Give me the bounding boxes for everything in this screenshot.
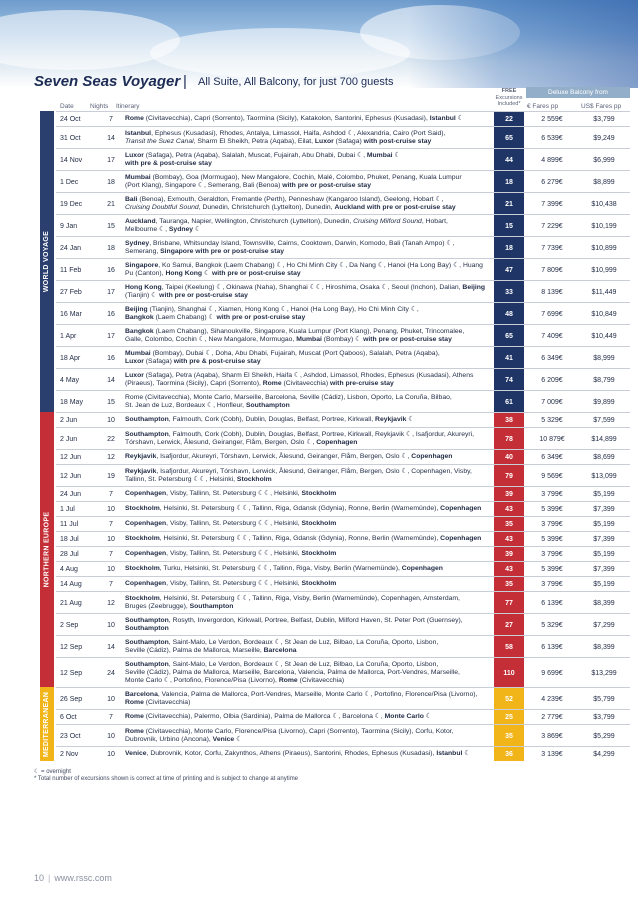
excursions-count: 22 (505, 116, 513, 123)
itinerary-cell (125, 747, 538, 762)
usd-fare: $7,399 (593, 536, 615, 543)
table-row (56, 192, 630, 214)
table-row (56, 302, 630, 324)
table-row (56, 501, 630, 516)
table-row (56, 687, 630, 709)
eur-fare: 6 209€ (541, 376, 563, 384)
itinerary-text: Beijing (Tianjin), Shanghai ☾, Xiamen, Hong Kong ☾, Hanoi (Ha Long Bay), Ho Chi Minh City ☾, Bangkok (Laem Chabang) ☾ with pre or post-cruise stay (125, 305, 419, 321)
itinerary-text: Bangkok (Laem Chabang), Sihanoukville, Singapore, Kuala Lumpur (Port Klang), Penang, Phuket, Trincomalee, Galle, Colombo, Cochin ☾, New Mangalore, Mormugao, Mumbai (Bombay) ☾ with pre or post-cruise stay (125, 327, 465, 343)
table-row (56, 258, 630, 280)
eur-fare: 6 139€ (541, 643, 563, 651)
date-cell: 19 Dec (60, 200, 83, 208)
excursions-count: 40 (505, 454, 513, 461)
excursions-count: 65 (505, 134, 513, 142)
excursions-footnote: * Total number of excursions shown is correct at time of printing and is subject to change at anytime (34, 776, 299, 782)
nights-cell: 7 (109, 491, 113, 498)
usd-fare: $13,099 (591, 472, 617, 480)
usd-fare: $10,849 (591, 310, 617, 318)
usd-fare: $5,299 (593, 732, 615, 740)
nights-cell: 14 (107, 643, 115, 651)
itinerary-text: Southampton, Saint-Malo, Le Verdon, Bordeaux ☾, St Jean de Luz, Bilbao, La Coruña, Oporto, Lisbon, Seville (Cádiz), Palma de Mallorca, Marseille, Barcelona, Valencia, Palma de Mallorca, Port-Vendres, Marseille, Monte Carlo ☾, Portofino, Florence/Pisa (Livorno), Rome (Civitavecchia) (125, 660, 460, 685)
itinerary-cell (125, 237, 538, 259)
table-row (56, 486, 630, 501)
date-cell: 1 Apr (60, 332, 77, 340)
date-cell: 12 Jun (60, 472, 82, 480)
nights-cell: 16 (107, 310, 115, 318)
nights-cell: 10 (107, 566, 115, 573)
voyage-table (56, 111, 630, 761)
eur-fare: 10 879€ (539, 435, 565, 443)
nights-cell: 7 (109, 116, 113, 123)
itinerary-cell (125, 465, 538, 487)
itinerary-text: Luxor (Safaga), Petra (Aqaba), Sharm El Sheikh, Haifa ☾, Ashdod, Limassol, Rhodes, Ephesus (Kusadasi), Athens (Piraeus), Taormina (Sicily), Capri (Sorrento), Rome (Civitavecchia) with pre-cruise stay (125, 371, 474, 387)
nights-cell: 7 (109, 714, 113, 721)
excursions-label: Excursions (495, 94, 523, 101)
date-cell: 18 Apr (60, 354, 81, 362)
eur-fare: 6 349€ (541, 454, 563, 461)
itinerary-text: Rome (Civitavecchia), Monte Carlo, Marseille, Barcelona, Seville (Cádiz), Lisbon, Oporto, La Coruña, Bilbao, St. Jean de Luz, Bordeaux ☾, Honfleur, Southampton (125, 393, 452, 409)
eur-fare: 5 399€ (541, 566, 563, 573)
page-number: 10 (34, 873, 45, 883)
usd-fare: $10,449 (591, 332, 617, 340)
excursions-count: 74 (505, 376, 513, 384)
excursions-count: 35 (505, 581, 513, 588)
free-label: FREE (501, 88, 517, 94)
itinerary-text: Rome (Civitavecchia), Monte Carlo, Florence/Pisa (Livorno), Capri (Sorrento), Taormina (Sicily), Corfu, Kotor, Dubrovnik, Urbino (Ancona), Venice ☾ (125, 727, 454, 743)
itinerary-cell (125, 658, 538, 688)
nights-cell: 14 (107, 376, 115, 384)
excursions-count: 38 (505, 417, 513, 424)
date-cell: 24 Jun (60, 491, 82, 498)
date-cell: 2 Nov (60, 751, 79, 758)
table-row (56, 746, 630, 761)
nights-cell: 17 (107, 156, 115, 164)
eur-fare: 5 329€ (541, 417, 563, 424)
usd-fare: $9,249 (593, 134, 615, 142)
date-cell: 28 Jul (60, 551, 79, 558)
date-cell: 9 Jan (60, 222, 78, 230)
usd-fare: $14,899 (591, 435, 617, 443)
excursions-count: 33 (505, 288, 513, 296)
itinerary-text: Southampton, Saint-Malo, Le Verdon, Bordeaux ☾, St Jean de Luz, Bilbao, La Coruña, Oporto, Lisbon, Seville (Cádiz), Palma de Mallorca, Marseille, Barcelona (125, 638, 439, 654)
itinerary-text: Singapore, Ko Samui, Bangkok (Laem Chabang) ☾, Ho Chi Minh City ☾, Da Nang ☾, Hanoi (Ha Long Bay) ☾, Huang Pu (Canton), Hong Kong ☾ with pre or post-cruise stay (125, 261, 483, 277)
itinerary-text: Copenhagen, Visby, Tallinn, St. Petersburg ☾☾, Helsinki, Stockholm (125, 490, 337, 498)
table-row (56, 111, 630, 126)
nights-cell: 15 (107, 398, 115, 406)
usd-fare: $3,799 (593, 714, 615, 721)
ship-subtitle: All Suite, All Balcony, for just 700 guests (198, 76, 394, 88)
table-row (56, 214, 630, 236)
eur-fare: 2 779€ (541, 714, 563, 721)
eur-fare: 3 799€ (541, 551, 563, 558)
itinerary-cell (125, 614, 538, 636)
usd-fare: $7,399 (593, 566, 615, 573)
itinerary-text: Stockholm, Turku, Helsinki, St. Petersburg ☾☾, Tallinn, Riga, Visby, Berlin (Warnemünde), Copenhagen (125, 565, 443, 573)
excursions-count: 27 (505, 621, 513, 629)
date-cell: 24 Jan (60, 244, 82, 252)
eur-fare: 5 399€ (541, 536, 563, 543)
itinerary-column-header: Itinerary (116, 103, 140, 110)
excursions-count: 25 (505, 714, 513, 721)
itinerary-text: Stockholm, Helsinki, St. Petersburg ☾☾, Tallinn, Riga, Gdansk (Gdynia), Ronne, Berlin (Warnemünde), Copenhagen (125, 505, 482, 513)
itinerary-text: Stockholm, Helsinki, St. Petersburg ☾☾, Tallinn, Riga, Visby, Berlin (Warnemünde), Copenhagen, Amsterdam, Bruges (Zeebrugge), Southampton (125, 594, 460, 610)
itinerary-cell (125, 725, 538, 747)
itinerary-text: Istanbul, Ephesus (Kusadasi), Rhodes, Antalya, Limassol, Haifa, Ashdod ☾, Alexandria, Cairo (Port Said), Transit the Suez Canal, Sharm El Sheikh, Petra (Aqaba), Eilat, Luxor (Safaga) with post-cruise stay (125, 129, 446, 145)
date-cell: 12 Sep (60, 643, 83, 651)
nights-cell: 10 (107, 621, 115, 629)
excursions-count: 35 (505, 521, 513, 528)
itinerary-text: Sydney, Brisbane, Whitsunday Island, Townsville, Cairns, Cooktown, Darwin, Komodo, Bali (Tanah Ampo) ☾, Semerang, Singapore with pre or post-cruise stay (125, 239, 455, 255)
date-cell: 2 Sep (60, 621, 79, 629)
usd-fare: $8,999 (593, 354, 615, 362)
nights-cell: 10 (107, 732, 115, 740)
table-row (56, 427, 630, 449)
eur-fare: 4 239€ (541, 695, 563, 703)
usd-fare: $7,599 (593, 417, 615, 424)
excursions-count: 61 (505, 398, 513, 406)
nights-cell: 16 (107, 354, 115, 362)
date-cell: 14 Nov (60, 156, 83, 164)
excursions-count: 43 (505, 536, 513, 543)
itinerary-cell (125, 347, 538, 369)
itinerary-cell (125, 325, 538, 347)
itinerary-text: Copenhagen, Visby, Tallinn, St. Petersburg ☾☾, Helsinki, Stockholm (125, 550, 337, 558)
nights-cell: 18 (107, 178, 115, 186)
table-row (56, 236, 630, 258)
date-cell: 1 Jul (60, 506, 75, 513)
eur-fare: 3 799€ (541, 491, 563, 498)
usd-fare: $11,449 (591, 288, 617, 296)
date-cell: 16 Mar (60, 310, 82, 318)
table-row (56, 516, 630, 531)
table-row (56, 709, 630, 724)
itinerary-cell (125, 502, 538, 517)
usd-fare: $7,399 (593, 506, 615, 513)
excursions-count: 36 (505, 751, 513, 758)
itinerary-cell (125, 215, 538, 237)
eur-fares-header: € Fares pp (527, 103, 559, 110)
date-cell: 2 Jun (60, 435, 78, 443)
table-row (56, 449, 630, 464)
region-northern-europe (40, 412, 54, 687)
excursions-count: 41 (505, 354, 513, 362)
date-cell: 4 May (60, 376, 80, 384)
itinerary-text: Luxor (Safaga), Petra (Aqaba), Salalah, Muscat, Fujairah, Abu Dhabi, Dubai ☾, Mumbai ☾ with pre & post-cruise stay (125, 151, 401, 167)
usd-fare: $10,438 (591, 200, 617, 208)
region-northern-europe-label: NORTHERN EUROPE (43, 511, 51, 588)
itinerary-text: Rome (Civitavecchia), Capri (Sorrento), Taormina (Sicily), Katakolon, Santorini, Ephesus (Kusadasi), Istanbul ☾ (125, 115, 464, 123)
date-cell: 23 Oct (60, 732, 81, 740)
itinerary-text: Hong Kong, Taipei (Keelung) ☾, Okinawa (Naha), Shanghai ☾☾, Hiroshima, Osaka ☾, Seoul (Inchon), Dalian, Beijing (Tianjin) ☾ with pre or post-cruise stay (125, 283, 486, 299)
date-cell: 27 Feb (60, 288, 82, 296)
nights-cell: 10 (107, 751, 115, 758)
table-row (56, 561, 630, 576)
itinerary-cell (125, 413, 538, 428)
table-row (56, 390, 630, 412)
itinerary-cell (125, 562, 538, 577)
itinerary-cell (125, 710, 538, 725)
excursions-count: 39 (505, 491, 513, 498)
title-separator: | (183, 73, 187, 90)
eur-fare: 6 139€ (541, 599, 563, 607)
deluxe-balcony-header: Deluxe Balcony from (526, 87, 630, 98)
eur-fare: 6 539€ (541, 134, 563, 142)
nights-cell: 7 (109, 581, 113, 588)
nights-cell: 21 (107, 200, 115, 208)
eur-fare: 3 799€ (541, 581, 563, 588)
date-cell: 18 May (60, 398, 83, 406)
eur-fare: 8 139€ (541, 288, 563, 296)
date-cell: 12 Jun (60, 454, 82, 461)
usd-fare: $5,799 (593, 695, 615, 703)
itinerary-cell (125, 547, 538, 562)
usd-fare: $8,699 (593, 454, 615, 461)
itinerary-cell (125, 532, 538, 547)
date-cell: 12 Sep (60, 669, 83, 677)
table-row (56, 531, 630, 546)
nights-cell: 7 (109, 551, 113, 558)
itinerary-text: Southampton, Falmouth, Cork (Cobh), Dublin, Douglas, Belfast, Portree, Kirkwall, Reykjavik ☾ (125, 416, 415, 424)
table-row (56, 657, 630, 687)
usd-fare: $13,299 (591, 669, 617, 677)
eur-fare: 5 329€ (541, 621, 563, 629)
excursions-count: 43 (505, 506, 513, 513)
excursions-count: 78 (505, 435, 513, 443)
usd-fare: $8,399 (593, 599, 615, 607)
ship-name: Seven Seas Voyager (34, 73, 181, 90)
excursions-count: 110 (503, 669, 515, 677)
nights-cell: 12 (107, 599, 115, 607)
excursions-count: 77 (505, 599, 513, 607)
itinerary-text: Barcelona, Valencia, Palma de Mallorca, Port-Vendres, Marseille, Monte Carlo ☾, Portofino, Florence/Pisa (Livorno), Rome (Civitavecchia) (125, 690, 478, 706)
excursions-count: 18 (505, 178, 513, 186)
nights-cell: 17 (107, 288, 115, 296)
table-row (56, 148, 630, 170)
itinerary-cell (125, 259, 538, 281)
usd-fare: $5,199 (593, 551, 615, 558)
nights-column-header: Nights (90, 103, 109, 110)
itinerary-text: Mumbai (Bombay), Goa (Mormugao), New Mangalore, Cochin, Malé, Colombo, Phuket, Penang, Kuala Lumpur (Port Klang), Singapore ☾, Semerang, Bali (Benoa) with pre or post-cruise stay (125, 173, 462, 189)
itinerary-text: Southampton, Falmouth, Cork (Cobh), Dublin, Douglas, Belfast, Portree, Kirkwall, Reykjavik ☾, Isafjordur, Akureyri, Tórshavn, Lerwick, Ålesund, Geiranger, Flåm, Bergen, Oslo ☾, Copenhagen (125, 430, 475, 446)
nights-cell: 10 (107, 506, 115, 513)
itinerary-cell (125, 391, 538, 413)
usd-fare: $5,199 (593, 521, 615, 528)
nights-cell: 16 (107, 266, 115, 274)
usd-fares-header: US$ Fares pp (581, 103, 622, 110)
region-world-voyage (40, 111, 54, 412)
itinerary-cell (125, 636, 538, 658)
page-footer (34, 873, 112, 883)
itinerary-cell (125, 577, 538, 592)
website-link[interactable]: www.rssc.com (54, 873, 112, 883)
date-cell: 2 Jun (60, 417, 78, 424)
date-cell: 26 Sep (60, 695, 83, 703)
itinerary-cell (125, 303, 538, 325)
free-excursions-header (494, 88, 524, 108)
excursions-count: 58 (505, 643, 513, 651)
itinerary-cell (125, 517, 538, 532)
excursions-count: 35 (505, 732, 513, 740)
eur-fare: 7 809€ (541, 266, 563, 274)
region-mediterranean (40, 687, 54, 761)
usd-fare: $8,799 (593, 376, 615, 384)
eur-fare: 2 559€ (541, 116, 563, 123)
date-cell: 18 Jul (60, 536, 79, 543)
date-column-header: Date (60, 103, 74, 110)
eur-fare: 7 009€ (541, 398, 563, 406)
eur-fare: 6 279€ (541, 178, 563, 186)
excursions-count: 48 (505, 310, 513, 318)
itinerary-cell (125, 149, 538, 171)
included-label: Included* (497, 101, 521, 107)
itinerary-text: Copenhagen, Visby, Tallinn, St. Petersburg ☾☾, Helsinki, Stockholm (125, 580, 337, 588)
nights-cell: 22 (107, 435, 115, 443)
nights-cell: 17 (107, 332, 115, 340)
itinerary-cell (125, 369, 538, 391)
eur-fare: 5 399€ (541, 506, 563, 513)
itinerary-cell (125, 450, 538, 465)
itinerary-cell (125, 487, 538, 502)
region-world-voyage-label: WORLD VOYAGE (43, 230, 51, 293)
table-row (56, 464, 630, 486)
itinerary-cell (125, 688, 538, 710)
table-row (56, 412, 630, 427)
itinerary-cell (125, 112, 538, 127)
eur-fare: 3 139€ (541, 751, 563, 758)
excursions-count: 52 (505, 695, 513, 703)
table-row (56, 591, 630, 613)
itinerary-cell (125, 193, 538, 215)
usd-fare: $8,399 (593, 643, 615, 651)
excursions-count: 43 (505, 566, 513, 573)
itinerary-text: Copenhagen, Visby, Tallinn, St. Petersburg ☾☾, Helsinki, Stockholm (125, 520, 337, 528)
nights-cell: 7 (109, 521, 113, 528)
excursions-count: 44 (505, 156, 513, 164)
usd-fare: $3,799 (593, 116, 615, 123)
overnight-footnote: ☾ = overnight (34, 769, 71, 775)
table-row (56, 346, 630, 368)
itinerary-text: Reykjavik, Isafjordur, Akureyri, Tórshavn, Lerwick, Ålesund, Geiranger, Flåm, Bergen, Oslo ☾, Copenhagen, Visby, Tallinn, St. Petersburg ☾☾, Helsinki, Stockholm (125, 467, 472, 483)
itinerary-cell (125, 428, 538, 450)
itinerary-text: Bali (Benoa), Exmouth, Geraldton, Fremantle (Perth), Penneshaw (Kangaroo Island), Geelong, Hobart ☾, Cruising Doubtful Sound, Dunedin, Christchurch (Lyttelton), Dunedin, Auckland with pre or post-cruise stay (125, 195, 456, 211)
date-cell: 11 Jul (60, 521, 79, 528)
usd-fare: $10,999 (591, 266, 617, 274)
nights-cell: 15 (107, 222, 115, 230)
itinerary-text: Stockholm, Helsinki, St. Petersburg ☾☾, Tallinn, Riga, Gdansk (Gdynia), Ronne, Berlin (Warnemünde), Copenhagen (125, 535, 482, 543)
table-row (56, 368, 630, 390)
itinerary-text: Southampton, Rosyth, Invergordon, Kirkwall, Portree, Belfast, Dublin, Milford Haven, St. Peter Port (Guernsey), Southampton (125, 616, 463, 632)
excursions-count: 65 (505, 332, 513, 340)
eur-fare: 3 869€ (541, 732, 563, 740)
table-row (56, 324, 630, 346)
itinerary-text: Rome (Civitavecchia), Palermo, Olbia (Sardinia), Palma de Mallorca ☾, Barcelona ☾, Monte Carlo ☾ (125, 713, 432, 721)
itinerary-cell (125, 171, 538, 193)
table-row (56, 613, 630, 635)
itinerary-cell (125, 281, 538, 303)
nights-cell: 10 (107, 417, 115, 424)
nights-cell: 18 (107, 244, 115, 252)
usd-fare: $8,899 (593, 178, 615, 186)
itinerary-text: Auckland, Tauranga, Napier, Wellington, Christchurch (Lyttelton), Dunedin, Cruising Milford Sound, Hobart, Melbourne ☾, Sydney ☾ (125, 217, 448, 233)
date-cell: 31 Oct (60, 134, 81, 142)
footer-separator: | (48, 873, 51, 883)
date-cell: 14 Aug (60, 581, 82, 588)
itinerary-text: Venice, Dubrovnik, Kotor, Corfu, Zakynthos, Athens (Piraeus), Santorini, Rhodes, Ephesus (Kusadasi), Istanbul ☾ (125, 750, 471, 758)
usd-fare: $6,999 (593, 156, 615, 164)
region-mediterranean-label: MEDITERRANEAN (43, 691, 51, 757)
itinerary-cell (125, 592, 538, 614)
usd-fare: $10,199 (591, 222, 617, 230)
usd-fare: $5,199 (593, 491, 615, 498)
eur-fare: 3 799€ (541, 521, 563, 528)
eur-fare: 4 899€ (541, 156, 563, 164)
table-row (56, 724, 630, 746)
table-row (56, 576, 630, 591)
date-cell: 11 Feb (60, 266, 82, 274)
eur-fare: 7 699€ (541, 310, 563, 318)
nights-cell: 12 (107, 454, 115, 461)
eur-fare: 7 229€ (541, 222, 563, 230)
excursions-count: 15 (505, 222, 513, 230)
eur-fare: 6 349€ (541, 354, 563, 362)
usd-fare: $5,199 (593, 581, 615, 588)
itinerary-cell (125, 127, 538, 149)
eur-fare: 9 699€ (541, 669, 563, 677)
nights-cell: 10 (107, 695, 115, 703)
date-cell: 1 Dec (60, 178, 79, 186)
eur-fare: 9 569€ (541, 472, 563, 480)
nights-cell: 10 (107, 536, 115, 543)
table-row (56, 170, 630, 192)
usd-fare: $4,299 (593, 751, 615, 758)
itinerary-text: Mumbai (Bombay), Dubai ☾, Doha, Abu Dhabi, Fujairah, Muscat (Port Qaboos), Salalah, Petra (Aqaba), Luxor (Safaga) with pre & post-cruise stay (125, 349, 440, 365)
usd-fare: $10,899 (591, 244, 617, 252)
excursions-count: 39 (505, 551, 513, 558)
table-row (56, 280, 630, 302)
usd-fare: $9,899 (593, 398, 615, 406)
excursions-count: 18 (505, 244, 513, 252)
eur-fare: 7 409€ (541, 332, 563, 340)
eur-fare: 7 399€ (541, 200, 563, 208)
table-row (56, 546, 630, 561)
date-cell: 21 Aug (60, 599, 82, 607)
nights-cell: 14 (107, 134, 115, 142)
table-row (56, 126, 630, 148)
date-cell: 4 Aug (60, 566, 78, 573)
date-cell: 6 Oct (60, 714, 77, 721)
excursions-count: 47 (505, 266, 513, 274)
excursions-count: 79 (505, 472, 513, 480)
nights-cell: 24 (107, 669, 115, 677)
usd-fare: $7,299 (593, 621, 615, 629)
nights-cell: 19 (107, 472, 115, 480)
date-cell: 24 Oct (60, 116, 81, 123)
itinerary-text: Reykjavik, Isafjordur, Akureyri, Tórshavn, Lerwick, Ålesund, Geiranger, Flåm, Bergen, Oslo ☾, Copenhagen (125, 453, 453, 461)
eur-fare: 7 739€ (541, 244, 563, 252)
table-row (56, 635, 630, 657)
excursions-count: 21 (505, 200, 513, 208)
